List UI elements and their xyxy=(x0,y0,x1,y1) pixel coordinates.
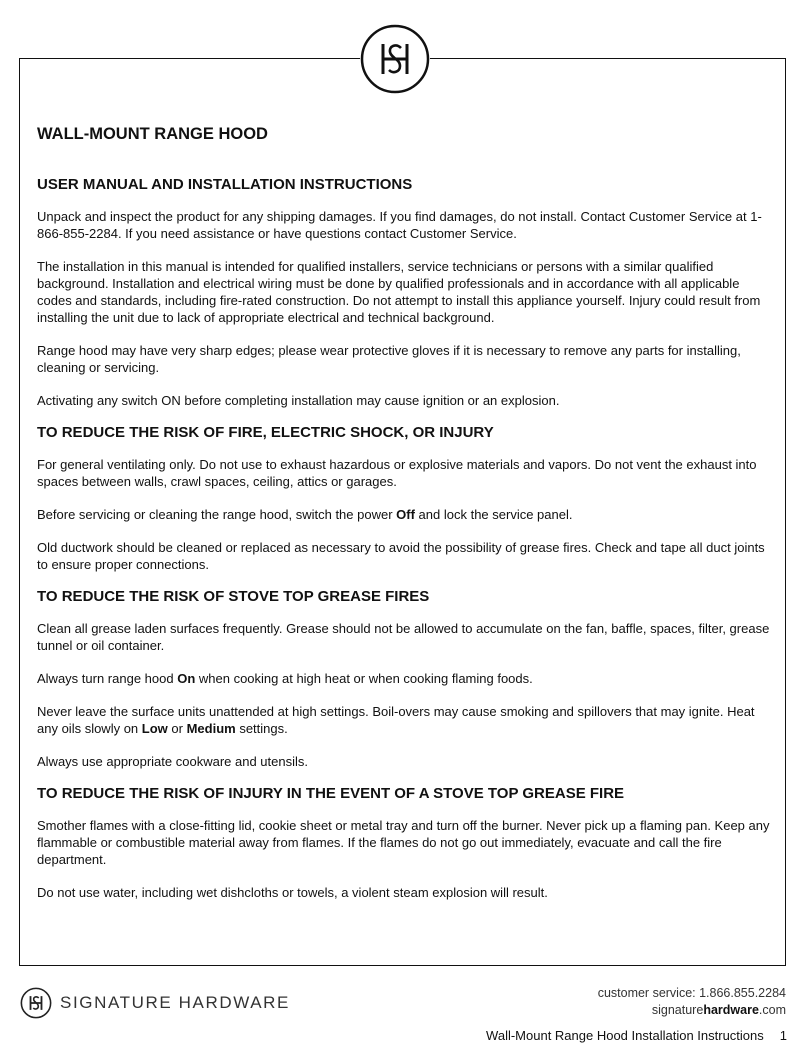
brand-name: SIGNATURE HARDWARE xyxy=(60,993,290,1012)
emphasis-medium: Medium xyxy=(186,721,236,736)
emphasis-off: Off xyxy=(396,507,415,522)
manual-content xyxy=(37,124,772,917)
emphasis-on: On xyxy=(177,671,196,686)
intro-paragraph-1: Unpack and inspect the product for any shipping damages. If you find damages, do not install. Contact Customer Service at 1-866-855-2284. If you need assistance or have questions contact Customer Service. xyxy=(37,209,762,241)
grease-paragraph-3: Never leave the surface units unattended at high settings. Boil-overs may cause smoking and spillovers that may ignite. Heat any oils slowly on Low or Medium settings. xyxy=(37,704,755,736)
footer-document-title: Wall-Mount Range Hood Installation Instructions xyxy=(486,1028,764,1043)
footer-brand-logo xyxy=(20,987,290,1019)
grease-paragraph-2: Always turn range hood On when cooking at high heat or when cooking flaming foods. xyxy=(37,671,533,686)
page-footer xyxy=(486,1028,787,1043)
customer-service-line: customer service: 1.866.855.2284 xyxy=(597,986,786,1000)
document-subtitle: USER MANUAL AND INSTALLATION INSTRUCTIONS xyxy=(37,176,413,193)
document-title: WALL-MOUNT RANGE HOOD xyxy=(37,125,268,143)
shock-paragraph-2: Before servicing or cleaning the range hood, switch the power Off and lock the service panel. xyxy=(37,507,573,522)
emphasis-low: Low xyxy=(141,721,168,736)
shock-paragraph-3: Old ductwork should be cleaned or replaced as necessary to avoid the possibility of grease fires. Check and tape all duct joints to ensure proper connections. xyxy=(37,540,765,572)
shock-paragraph-1: For general ventilating only. Do not use to exhaust hazardous or explosive materials and vapors. Do not vent the exhaust into spaces between walls, crawl spaces, ceiling, attics or garages. xyxy=(37,457,757,489)
contact-info xyxy=(598,985,786,1019)
section-heading-injury: TO REDUCE THE RISK OF INJURY IN THE EVENT OF A STOVE TOP GREASE FIRE xyxy=(37,785,625,802)
section-heading-shock: TO REDUCE THE RISK OF FIRE, ELECTRIC SHOCK, OR INJURY xyxy=(37,424,494,441)
section-heading-grease: TO REDUCE THE RISK OF STOVE TOP GREASE FIRES xyxy=(37,588,430,605)
page-number: 1 xyxy=(779,1028,787,1043)
intro-paragraph-2: The installation in this manual is intended for qualified installers, service technicians or persons with a similar qualified background. Installation and electrical wiring must be done by qualified professionals and in accordance with all applicable codes and standards, including fire-rated construction. Do not attempt to install this appliance yourself. Injury could result from installing the unit due to lack of appropriate electrical and technical background. xyxy=(37,259,761,325)
website-link[interactable]: signaturehardware.com xyxy=(651,1003,786,1017)
injury-paragraph-2: Do not use water, including wet dishcloths or towels, a violent steam explosion will result. xyxy=(37,885,548,900)
intro-paragraph-4: Activating any switch ON before completing installation may cause ignition or an explosion. xyxy=(37,393,560,408)
grease-paragraph-1: Clean all grease laden surfaces frequently. Grease should not be allowed to accumulate on the fan, baffle, spaces, filter, grease tunnel or oil container. xyxy=(37,621,770,653)
brand-monogram-icon xyxy=(360,24,430,94)
brand-monogram-small-icon xyxy=(20,987,52,1019)
brand-logo-top xyxy=(360,24,430,94)
grease-paragraph-4: Always use appropriate cookware and utensils. xyxy=(37,754,308,769)
intro-paragraph-3: Range hood may have very sharp edges; please wear protective gloves if it is necessary to remove any parts for installing, cleaning or servicing. xyxy=(37,343,741,375)
injury-paragraph-1: Smother flames with a close-fitting lid, cookie sheet or metal tray and turn off the burner. Never pick up a flaming pan. Keep any flammable or combustible material away from flames. If the flames do not go out immediately, evacuate and call the fire department. xyxy=(37,818,770,867)
